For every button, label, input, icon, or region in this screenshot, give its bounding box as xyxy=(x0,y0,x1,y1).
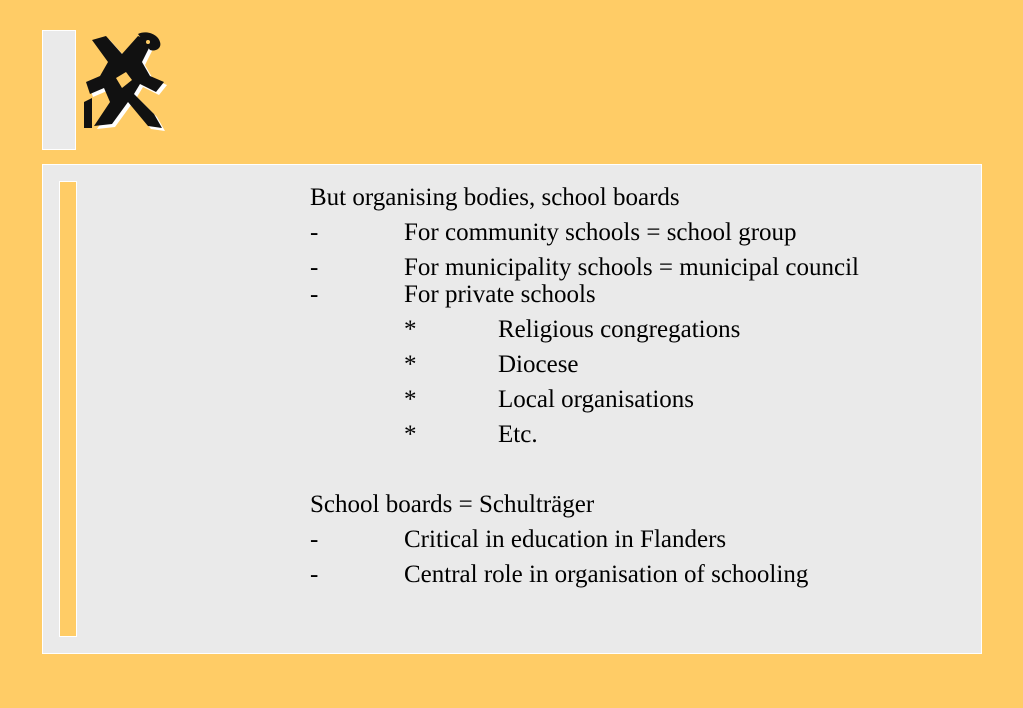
bullet-line xyxy=(310,215,797,250)
panel-accent-stripe xyxy=(59,181,77,637)
bullet-line xyxy=(310,522,727,557)
bullet-text: For municipality schools = municipal council xyxy=(404,254,860,281)
bullet-text: Critical in education in Flanders xyxy=(404,526,727,553)
sub-bullet-text: Etc. xyxy=(498,421,538,448)
bullet-line xyxy=(310,557,809,592)
bullet-text: Central role in organisation of schooling xyxy=(404,561,809,588)
header-accent-bar xyxy=(42,30,76,150)
bullet-line xyxy=(310,250,860,281)
sub-bullet-line xyxy=(310,312,741,347)
slide-text xyxy=(310,180,860,592)
dash-marker: - xyxy=(310,526,319,553)
spacer xyxy=(310,452,680,487)
dash-marker: - xyxy=(310,219,319,246)
bullet-text: For private schools xyxy=(404,281,596,308)
asterisk-marker: * xyxy=(404,316,417,343)
sub-bullet-text: Religious congregations xyxy=(498,316,741,343)
sub-bullet-line xyxy=(310,382,695,417)
bullet-line xyxy=(310,277,680,312)
dash-marker: - xyxy=(310,254,319,281)
heading-text: But organising bodies, school boards xyxy=(310,184,680,211)
content-panel xyxy=(42,164,982,654)
flemish-lion-icon xyxy=(82,32,172,132)
flemish-lion-logo xyxy=(82,32,172,132)
heading-line xyxy=(310,180,680,215)
dash-marker: - xyxy=(310,281,319,308)
asterisk-marker: * xyxy=(404,386,417,413)
heading-text: School boards = Schulträger xyxy=(310,491,595,518)
sub-bullet-line xyxy=(310,347,680,382)
sub-bullet-line xyxy=(310,417,680,452)
asterisk-marker: * xyxy=(404,421,417,448)
sub-bullet-text: Local organisations xyxy=(498,386,695,413)
bullet-text: For community schools = school group xyxy=(404,219,797,246)
heading-line xyxy=(310,487,680,522)
sub-bullet-text: Diocese xyxy=(498,351,579,378)
dash-marker: - xyxy=(310,561,319,588)
asterisk-marker: * xyxy=(404,351,417,378)
